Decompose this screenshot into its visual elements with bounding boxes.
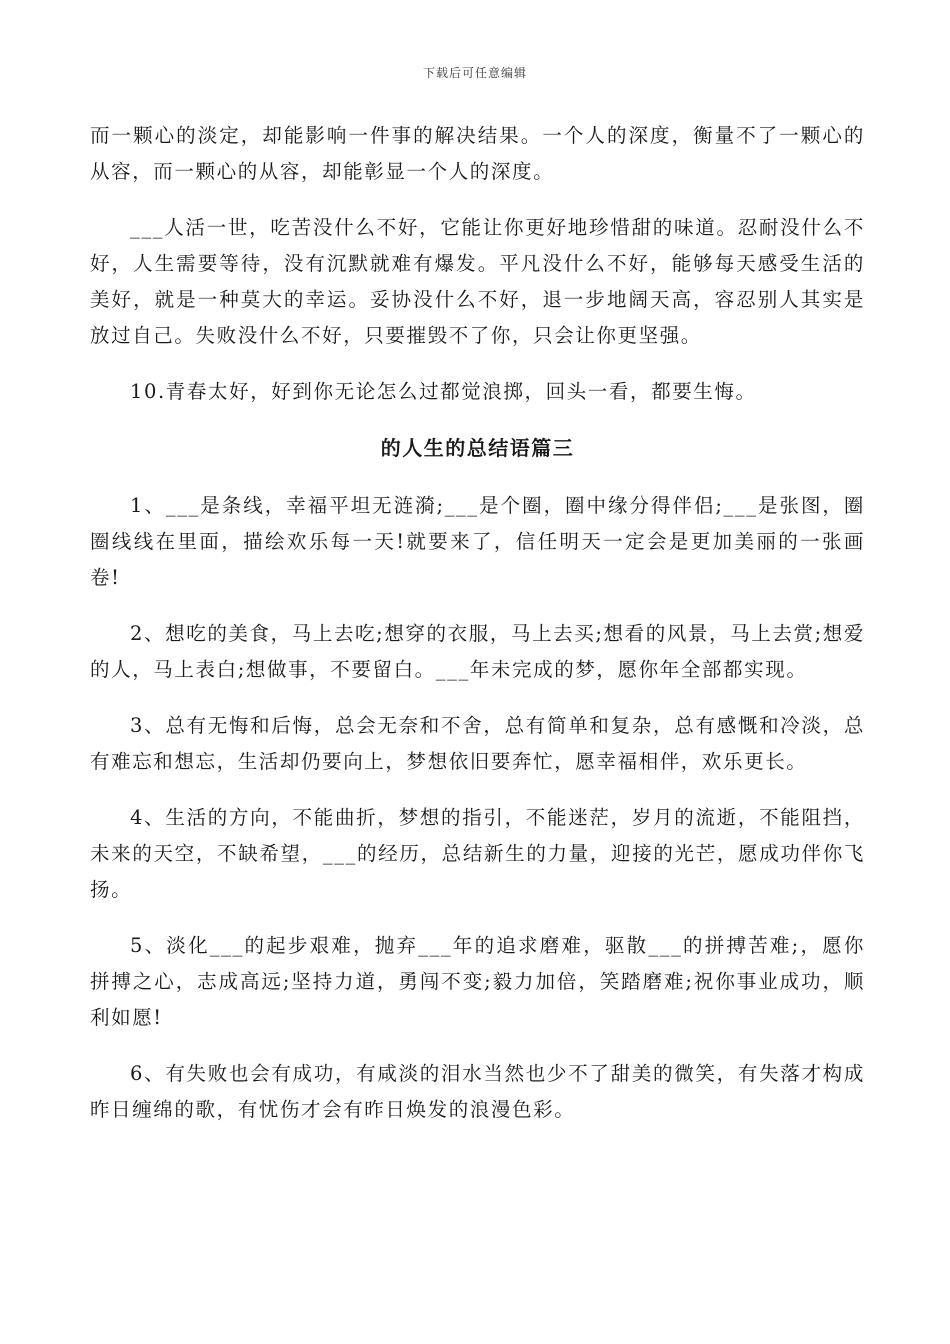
paragraph-item-5: 5、淡化___的起步艰难，抛弃___年的追求磨难，驱散___的拼搏苦难;，愿你拼搏之心，志成高远;坚持力道，勇闯不变;毅力加倍，笑踏磨难;祝你事业成功，顺利如愿! [90,934,865,1029]
paragraph-item-6: 6、有失败也会有成功，有咸淡的泪水当然也少不了甜美的微笑，有失落才构成昨日缠绵的歌，有忧伤才会有昨日焕发的浪漫色彩。 [90,1062,865,1121]
paragraph-item-3: 3、总有无悔和后悔，总会无奈和不舍，总有简单和复杂，总有感慨和冷淡，总有难忘和想忘，生活却仍要向上，梦想依旧要奔忙，愿幸福相伴，欢乐更长。 [90,714,865,773]
paragraph-continuation: 而一颗心的淡定，却能影响一件事的解决结果。一个人的深度，衡量不了一颗心的从容，而一颗心的从容，却能彰显一个人的深度。 [90,124,865,183]
header-note: 下载后可任意编辑 [422,66,527,80]
paragraph: ___人活一世，吃苦没什么不好，它能让你更好地珍惜甜的味道。忍耐没什么不好，人生需要等待，没有沉默就难有爆发。平凡没什么不好，能够每天感受生活的美好，就是一种莫大的幸运。妥协没什么不好，退一步地阔天高，容忍别人其实是放过自己。失败没什么不好，只要摧毁不了你，只会让你更坚强。 [90,216,865,347]
paragraph-item-4: 4、生活的方向，不能曲折，梦想的指引，不能迷茫，岁月的流逝，不能阻挡，未来的天空，不缺希望，___的经历，总结新生的力量，迎接的光芒，愿成功伴你飞扬。 [90,806,865,901]
document-body [90,118,865,1148]
paragraph-item-1: 1、___是条线，幸福平坦无涟漪;___是个圈，圈中缘分得伴侣;___是张图，圈圈线线在里面，描绘欢乐每一天!就要来了，信任明天一定会是更加美丽的一张画卷! [90,494,865,589]
paragraph-item-2: 2、想吃的美食，马上去吃;想穿的衣服，马上去买;想看的风景，马上去赏;想爱的人，马上表白;想做事，不要留白。___年未完成的梦，愿你年全部都实现。 [90,622,865,681]
section-title: 的人生的总结语篇三 [380,436,575,460]
paragraph-item-10: 10.青春太好，好到你无论怎么过都觉浪掷，回头一看，都要生悔。 [130,380,757,403]
